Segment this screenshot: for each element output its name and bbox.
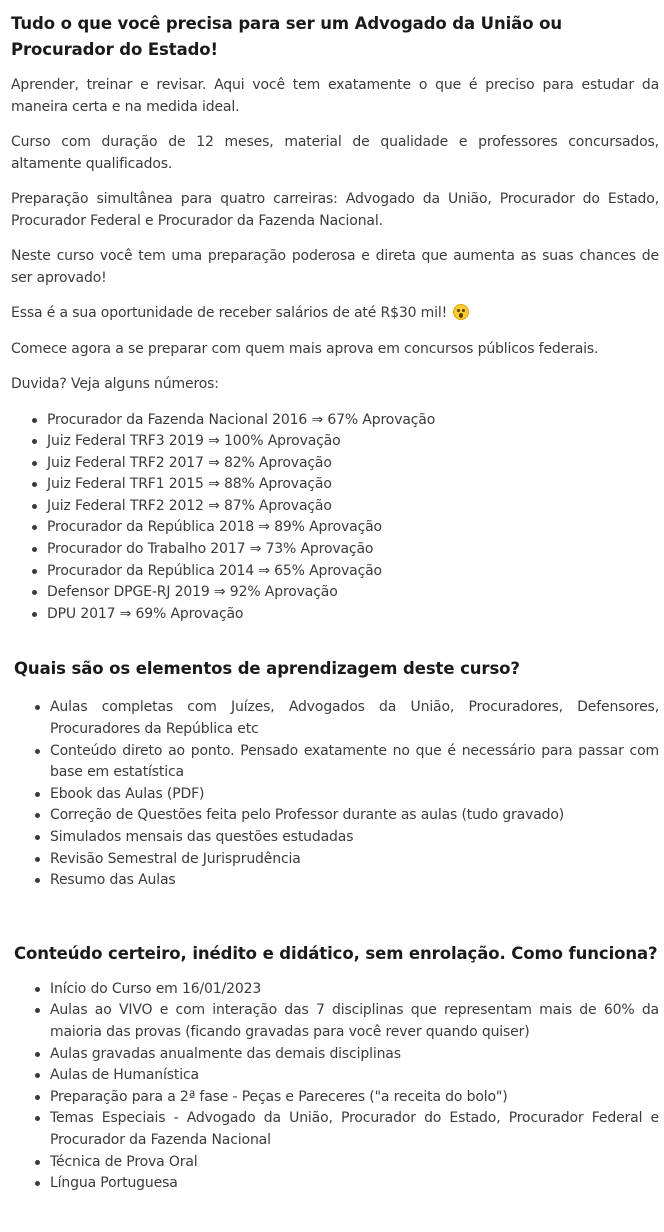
list-item: Simulados mensais das questões estudadas [50,827,659,849]
list-item: Ebook das Aulas (PDF) [50,784,659,806]
list-item: Juiz Federal TRF2 2017 ⇒ 82% Aprovação [47,453,659,475]
how-it-works-list [11,979,659,1195]
how-it-works-heading: Conteúdo certeiro, inédito e didático, sem enrolação. Como funciona? [14,943,658,963]
list-item: DPU 2017 ⇒ 69% Aprovação [47,604,659,626]
learning-heading: Quais são os elementos de aprendizagem deste curso? [14,659,520,679]
list-item: Conteúdo direto ao ponto. Pensado exatamente no que é necessário para passar com base em estatística [50,741,659,784]
list-item: Procurador da República 2018 ⇒ 89% Aprovação [47,517,659,539]
list-item: Aulas ao VIVO e com interação das 7 disciplinas que representam mais de 60% da maioria das provas (ficando gravadas para você rever quando quiser) [50,1000,659,1043]
list-item: Temas Especiais - Advogado da União, Procurador do Estado, Procurador Federal e Procurador da Fazenda Nacional [50,1108,659,1151]
list-item: Juiz Federal TRF2 2012 ⇒ 87% Aprovação [47,496,659,518]
astonished-face-icon [453,304,469,320]
list-item: Aulas completas com Juízes, Advogados da União, Procuradores, Defensores, Procuradores da República etc [50,697,659,740]
power-paragraph: Neste curso você tem uma preparação poderosa e direta que aumenta as suas chances de ser aprovado! [11,248,659,286]
list-item: Aulas gravadas anualmente das demais disciplinas [50,1044,659,1066]
doubt-paragraph: Duvida? Veja alguns números: [11,376,219,392]
approval-stats-list [11,410,659,626]
list-item: Aulas de Humanística [50,1065,659,1087]
list-item: Procurador do Trabalho 2017 ⇒ 73% Aprovação [47,539,659,561]
list-item: Preparação para a 2ª fase - Peças e Pareceres ("a receita do bolo") [50,1087,659,1109]
duration-paragraph: Curso com duração de 12 meses, material de qualidade e professores concursados, altamente qualificados. [11,134,659,172]
list-item: Técnica de Prova Oral [50,1152,659,1174]
list-item: Juiz Federal TRF3 2019 ⇒ 100% Aprovação [47,431,659,453]
start-paragraph: Comece agora a se preparar com quem mais aprova em concursos públicos federais. [11,340,599,357]
list-item: Língua Portuguesa [50,1173,659,1195]
intro-paragraph: Aprender, treinar e revisar. Aqui você tem exatamente o que é preciso para estudar da maneira certa e na medida ideal. [11,77,659,115]
list-item: Procurador da Fazenda Nacional 2016 ⇒ 67% Aprovação [47,410,659,432]
list-item: Juiz Federal TRF1 2015 ⇒ 88% Aprovação [47,474,659,496]
salary-text: Essa é a sua oportunidade de receber salários de até R$30 mil! [11,305,448,321]
course-description [11,0,659,1195]
list-item: Defensor DPGE-RJ 2019 ⇒ 92% Aprovação [47,582,659,604]
salary-paragraph [11,303,659,325]
list-item: Correção de Questões feita pelo Professor durante as aulas (tudo gravado) [50,805,659,827]
page-title: Tudo o que você precisa para ser um Advogado da União ou Procurador do Estado! [11,14,562,59]
list-item: Revisão Semestral de Jurisprudência [50,849,659,871]
list-item: Procurador da República 2014 ⇒ 65% Aprovação [47,561,659,583]
list-item: Início do Curso em 16/01/2023 [50,979,659,1001]
learning-elements-list [11,697,659,891]
careers-paragraph: Preparação simultânea para quatro carreiras: Advogado da União, Procurador do Estado, Procurador Federal e Procurador da Fazenda Nacional. [11,191,659,229]
list-item: Resumo das Aulas [50,870,659,892]
